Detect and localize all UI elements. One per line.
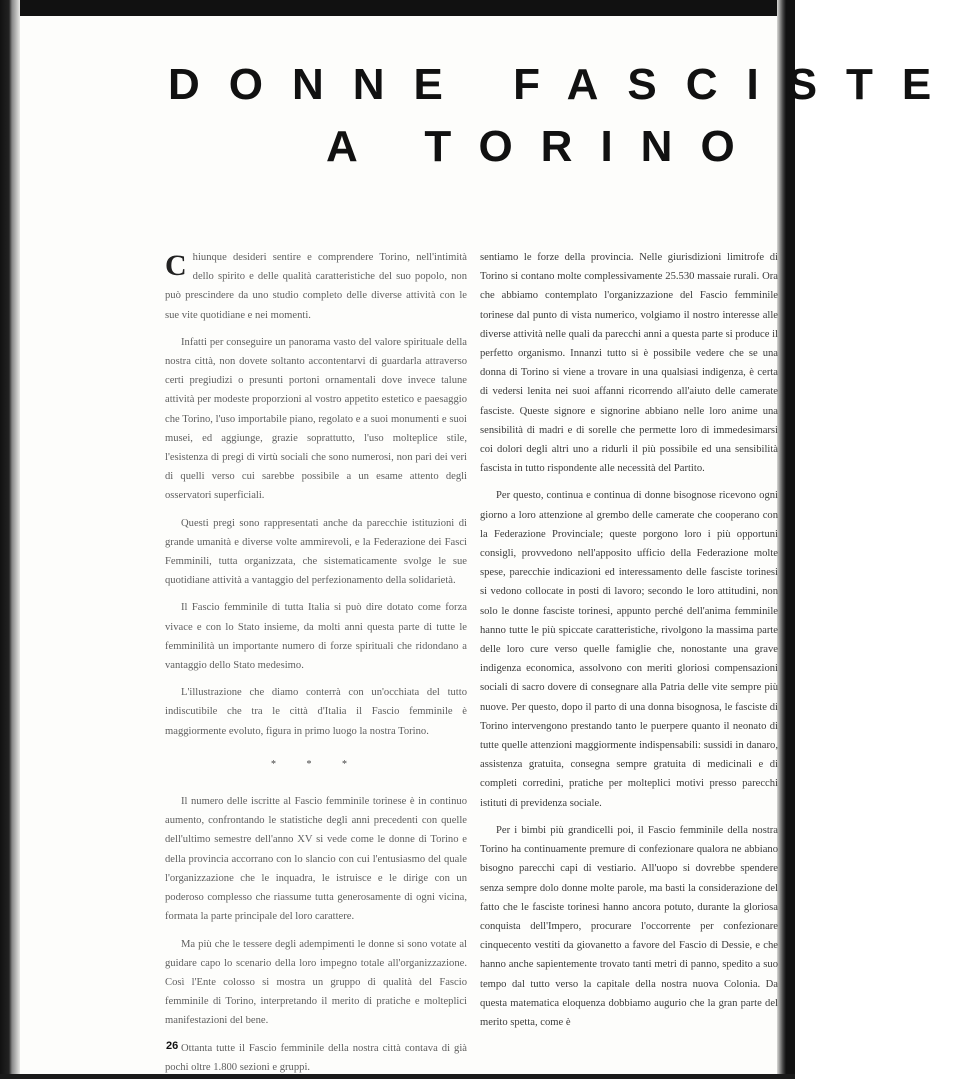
body-paragraph: Per i bimbi più grandicelli poi, il Fascio femminile della nostra Torino ha continuamente premure di confezionare qualora ne abbiano bisogno parecchi capi di vestiario. All'uopo si dovrebbe spendere senza sempre dolo donne molte parole, ma basti la considerazione del fatto che le fasciste torinesi hanno ancora potuto, durante la gloriosa conquista dell'Impero, procurare l'occorrente per confezionare cinquecento vestiti da giovanetto a favore del Fascio di Dessie, e che hanno anche sapientemente trovato tanti metri di panno, spedito a suo tempo dal tutto verso la capitale della nostra nuova Colonia. Da questa matematica eloquenza dobbiamo augurio che la gran parte del merito spetta, come è — [480, 824, 778, 1028]
body-paragraph: Ma più che le tessere degli adempimenti le donne si sono votate al guidare capo lo scenario della loro impegno totale all'organizzazione. Così l'Ente colosso si mostra un gruppo di qualità del Fascio femminile di Torino, interpretando il merito di pratiche e molteplici manifestazioni del bene. — [165, 938, 467, 1027]
body-paragraph: L'illustrazione che diamo conterrà con un'occhiata del tutto indiscutibile che tra le città d'Italia il Fascio femminile è maggiormente evoluto, figura in primo luogo la nostra Torino. — [165, 687, 467, 737]
body-paragraph: Infatti per conseguire un panorama vasto del valore spirituale della nostra città, non dovete soltanto accontentarvi di guardarla attraverso certi pregiudizi o presunti portoni ornamentali dove invece talune attività per modeste proporzioni al vostro appetito estetico e paesaggio che Torino, l'uso importabile piano, regolato e a suoi monumenti e suoi musei, ed aggiunge, grazie soprattutto, l'uso molteplice stile, l'esistenza di pregi di virtù sociali che sono numerosi, non pari dei veri di quelli verso cui sarebbe possibile a un esame attento degli osservatori superficiali. — [165, 336, 467, 502]
body-paragraph: sentiamo le forze della provincia. Nelle giurisdizioni limitrofe di Torino si contano molte complessivamente 25.530 massaie rurali. Ora che abbiamo contemplato l'organizzazione del Fascio femminile torinese dal punto di vista numerico, volgiamo il nostro interesse alle diverse attività nelle quali da parecchi anni a questa parte si produce il perfetto organismo. Innanzi tutto si è possibile vedere che se una donna di Torino si viene a trovare in una qualsiasi indigenza, è certa di vedersi lenita nei suoi affanni ricorrendo all'aiuto delle camerate fasciste. Queste signore e signorine abbiano nelle loro anime una sensibilità di madri e di sorelle che permette loro di immedesimarsi coi dolori degli altri uno a ridurli il più possibile ed una sensibilità fascista in tutto rispondente alle necessità del Partito. — [480, 252, 778, 475]
section-separator-stars: * * * — [271, 758, 361, 770]
body-paragraph: Per questo, continua e continua di donne bisognose ricevono ogni giorno a loro attenzione al grembo delle camerate che cooperano con la Federazione Provinciale; queste porgono loro i più opportuni consigli, provvedono nell'apposito ufficio della Federazione molte spese, parecchie indicazioni ed interessamento delle fasciste torinesi si vedono collocate in posti di lavoro; secondo le loro attitudini, non solo le donne fasciste torinesi, appunto perché dell'anima femminile hanno tutte le più spiccate caratteristiche, rivolgono la massima parte delle loro cure verso quelle famiglie che, nonostante una grave indigenza economica, assolvono con meriti gloriosi compensazioni sociali di sacro dovere di consegnare alla Patria delle vite sempre più nuove. Per questo, dopo il parto di una donna bisognosa, le fasciste di Torino intervengono prestando tanto le puerpere quanto il neonato di tutte quelle attenzioni maggiormente indispensabili: sussidi in danaro, assistenza gratuita, consegna sempre gratuita di medicinali e di completi corredini, pratiche per molteplici motivi presso parecchi istituti di previdenza sociale. — [480, 490, 778, 809]
body-paragraph: Chiunque desideri sentire e comprendere Torino, nell'intimità dello spirito e delle qualità caratteristiche del suo popolo, non può prescindere da uno studio completo delle diverse attività con le sue vite quotidiane e nei momenti. — [165, 249, 467, 321]
drop-cap: C — [165, 249, 187, 282]
body-paragraph: Ottanta tutte il Fascio femminile della nostra città contava di già pochi oltre 1.800 sezioni e gruppi. — [165, 1042, 467, 1073]
page-number: 26 — [166, 1040, 179, 1052]
right-text-column — [480, 248, 778, 1040]
body-paragraph: Il numero delle iscritte al Fascio femminile torinese è in continuo aumento, confrontando le statistiche degli anni precedenti con quelle dell'ultimo semestre dell'anno XV si vede come le donne di Torino e della provincia accorrano con lo slancio con cui l'entusiasmo del quale l'organizzazione che le inquadra, le istruisce e le dirige con un poderoso complesso che riassume tutta generosamente di ogni vicina, formata la parte principale del loro carattere. — [165, 796, 467, 923]
article-title-line-1: DONNE FASCISTE — [168, 60, 960, 109]
body-paragraph: Il Fascio femminile di tutta Italia si può dire dotato come forza vivace e con lo Stato insieme, da molti anni questa parte di tutte le femminilità un importante numero di forze spirituali che ridondano a vantaggio dello Stato medesimo. — [165, 602, 467, 672]
scan-edge-top — [0, 0, 795, 16]
scan-edge-right — [777, 0, 795, 1079]
scan-edge-left — [0, 0, 20, 1079]
article-title-line-2: A TORINO — [326, 122, 763, 171]
body-paragraph: Questi pregi sono rappresentati anche da parecchie istituzioni di grande umanità e diverse volte ammirevoli, e la Federazione dei Fasci Femminili, tutta organizzata, che sistematicamente svolge le sue quotidiane attività a vantaggio del perfezionamento della solidarietà. — [165, 517, 467, 587]
